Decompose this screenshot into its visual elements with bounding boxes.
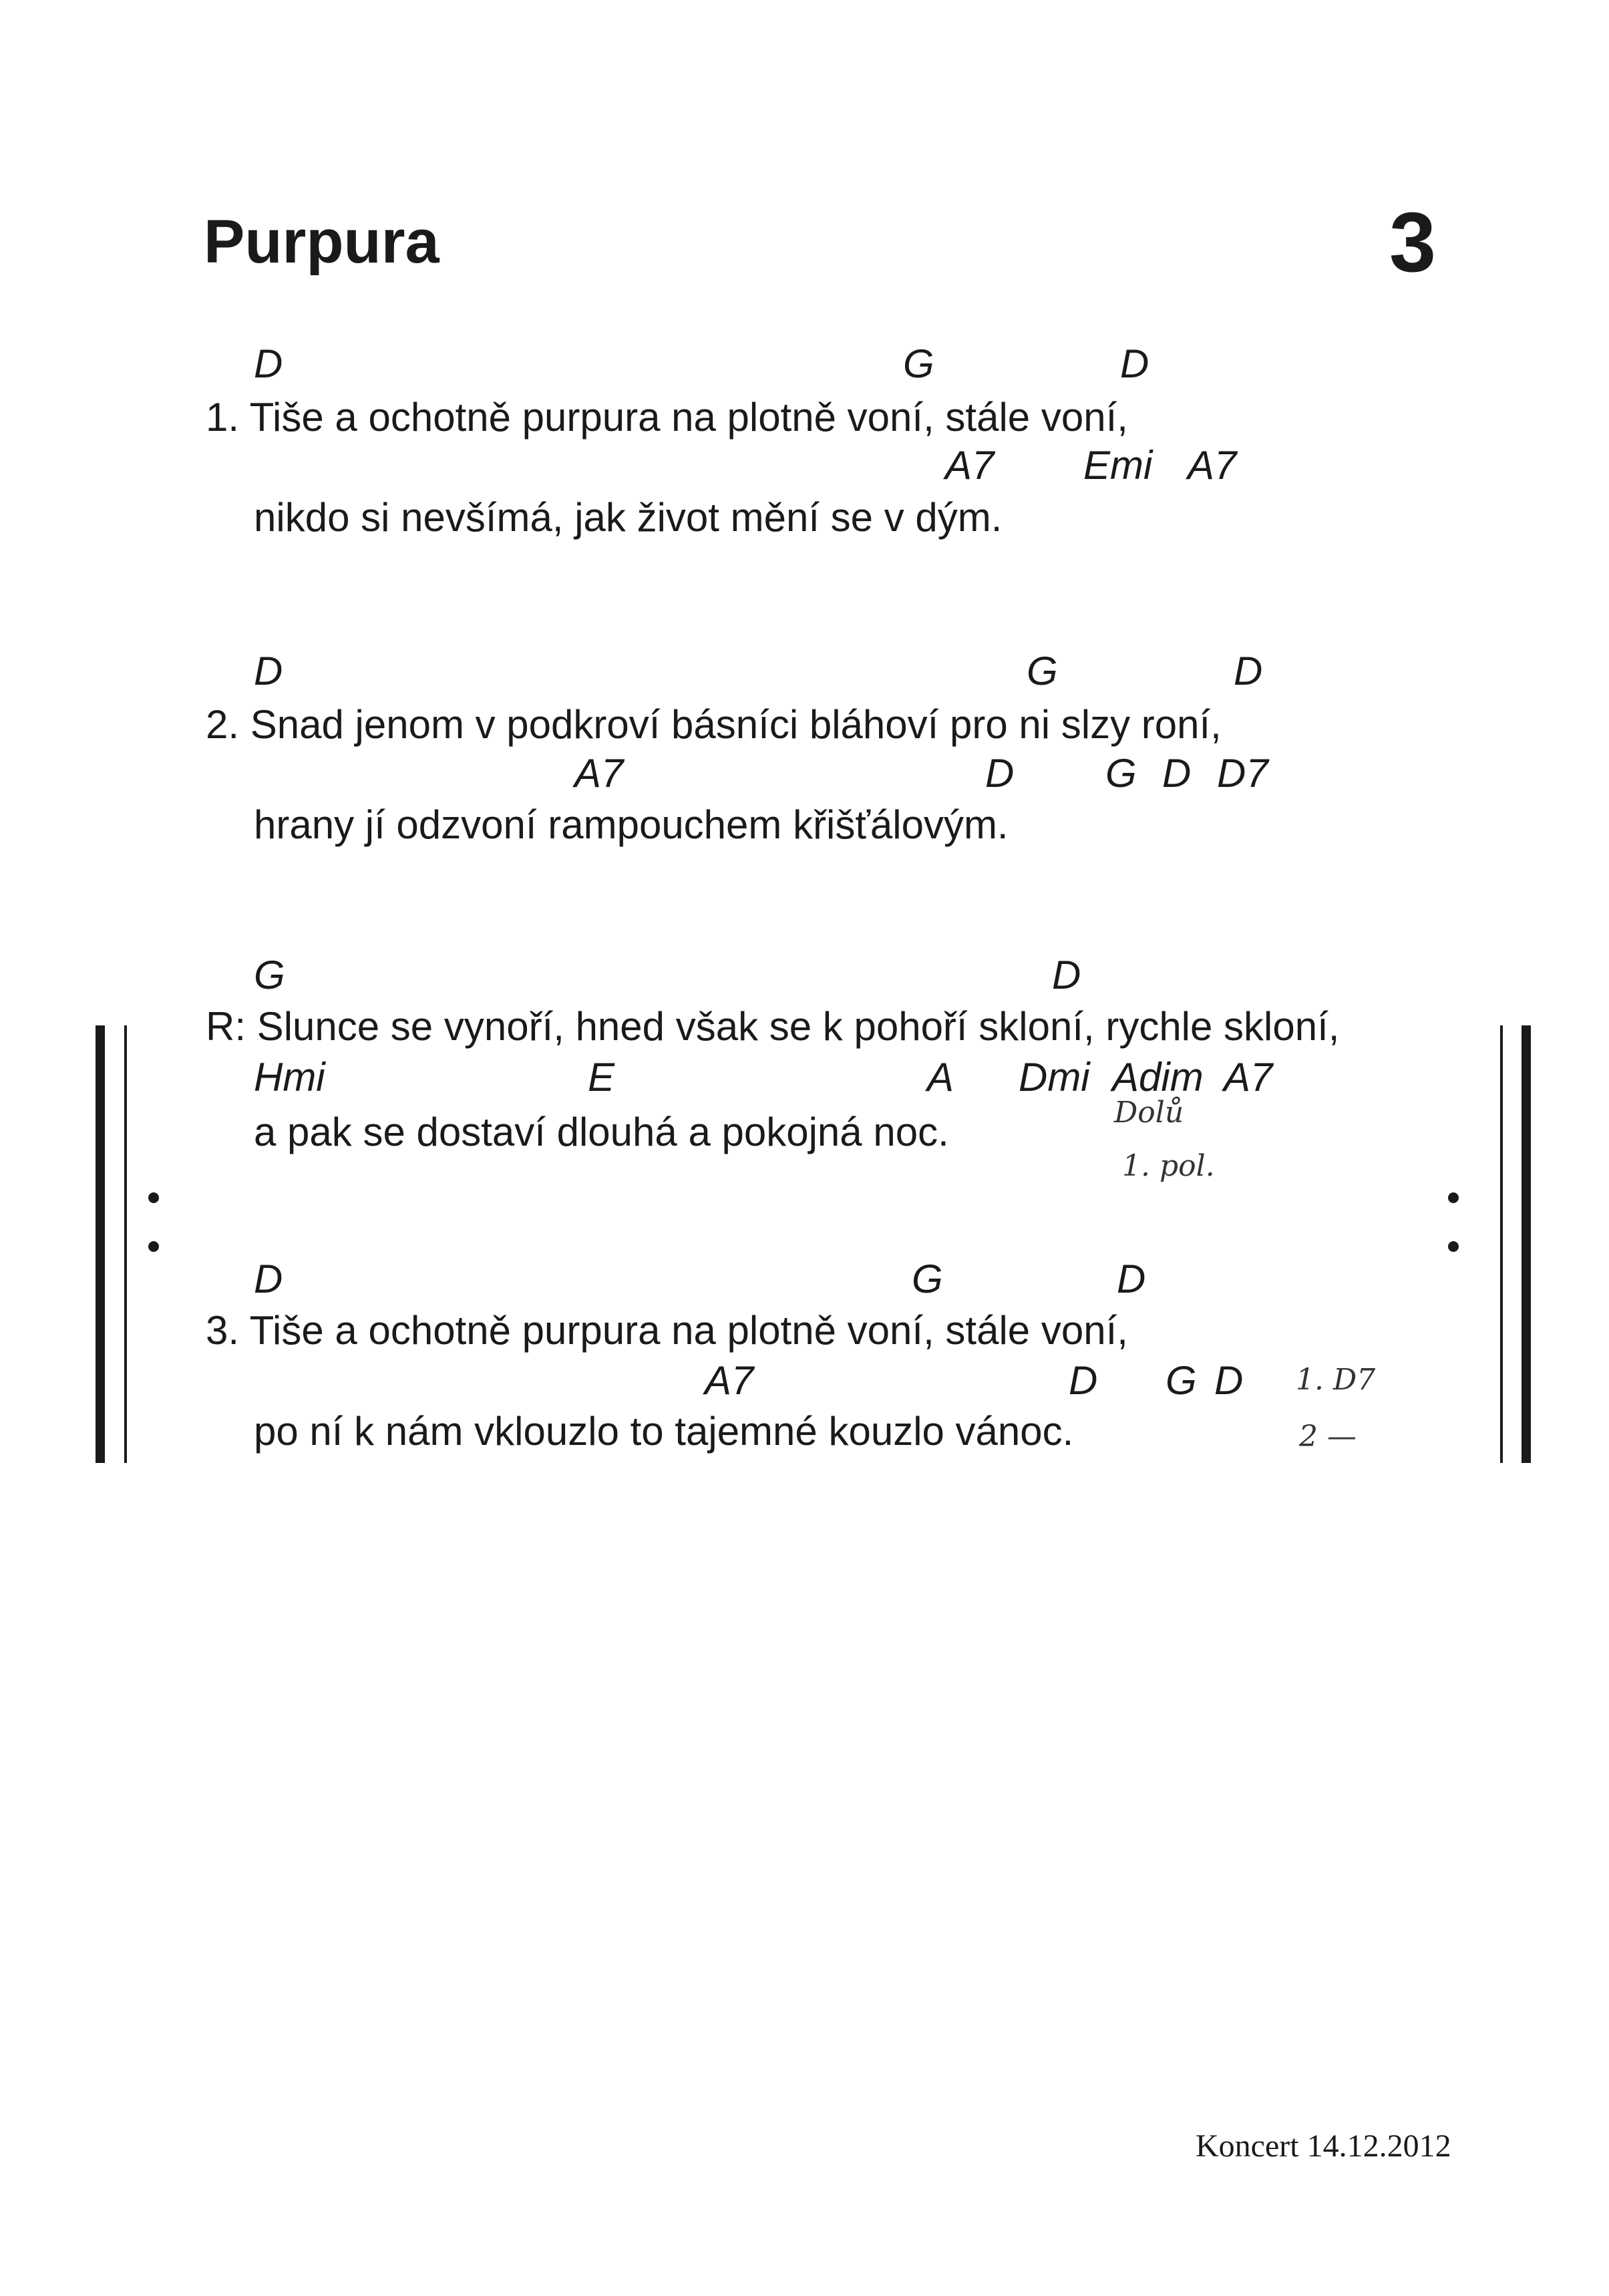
chord: G	[903, 341, 934, 386]
repeat-dot	[1448, 1241, 1459, 1252]
chord: G	[1166, 1358, 1197, 1403]
chord: D	[1117, 1257, 1146, 1301]
footer-concert-date: Koncert 14.12.2012	[1196, 2128, 1451, 2164]
chord: G	[1105, 751, 1137, 796]
handwritten-note: 1. pol.	[1122, 1149, 1215, 1183]
handwritten-note: Dolů	[1114, 1096, 1184, 1130]
lyric-line: 1. Tiše a ochotně purpura na plotně voní, stále voní,	[206, 395, 1128, 440]
chord: G	[254, 953, 285, 997]
handwritten-note: 1. D7	[1296, 1363, 1376, 1397]
repeat-end-thick-bar	[1522, 1025, 1531, 1463]
chord: D	[1052, 953, 1081, 997]
chord: A	[927, 1055, 954, 1100]
song-title: Purpura	[204, 208, 439, 276]
chord: D	[1120, 341, 1149, 386]
chord: A7	[1188, 443, 1237, 488]
lyric-line: 2. Snad jenom v podkroví básníci bláhoví pro ni slzy roní,	[206, 702, 1222, 747]
chord: D	[1234, 649, 1263, 693]
handwritten-note: 2 —	[1299, 1420, 1357, 1454]
chord: Dmi	[1019, 1055, 1090, 1100]
chord: D	[254, 1257, 283, 1301]
repeat-end-thin-bar	[1500, 1025, 1503, 1463]
lyric-line: hrany jí odzvoní rampouchem křišťálovým.	[254, 802, 1009, 847]
lyric-line: a pak se dostaví dlouhá a pokojná noc.	[254, 1110, 949, 1154]
chord: D	[254, 649, 283, 693]
chord: D	[985, 751, 1015, 796]
repeat-dot	[148, 1192, 159, 1203]
chord: G	[1027, 649, 1058, 693]
lyric-line: R: Slunce se vynoří, hned však se k pohoří skloní, rychle skloní,	[206, 1004, 1340, 1049]
lyric-line: nikdo si nevšímá, jak život mění se v dým.	[254, 495, 1003, 540]
chord: D	[254, 341, 283, 386]
repeat-start-thin-bar	[124, 1025, 127, 1463]
repeat-dot	[148, 1241, 159, 1252]
chord: Adim	[1112, 1055, 1204, 1100]
repeat-dot	[1448, 1192, 1459, 1203]
song-number: 3	[1389, 195, 1437, 289]
chord: A7	[574, 751, 624, 796]
chord: D	[1162, 751, 1192, 796]
chord: D	[1069, 1358, 1098, 1403]
chord: A7	[705, 1358, 754, 1403]
chord: Hmi	[254, 1055, 325, 1100]
chord: Emi	[1083, 443, 1153, 488]
lyric-line: po ní k nám vklouzlo to tajemné kouzlo vánoc.	[254, 1409, 1074, 1454]
chord: G	[912, 1257, 943, 1301]
chord: E	[588, 1055, 615, 1100]
chord: A7	[1224, 1055, 1273, 1100]
repeat-start-thick-bar	[96, 1025, 105, 1463]
chord: D	[1214, 1358, 1244, 1403]
chord: A7	[945, 443, 995, 488]
chord: D7	[1217, 751, 1268, 796]
lyric-line: 3. Tiše a ochotně purpura na plotně voní, stále voní,	[206, 1308, 1128, 1353]
